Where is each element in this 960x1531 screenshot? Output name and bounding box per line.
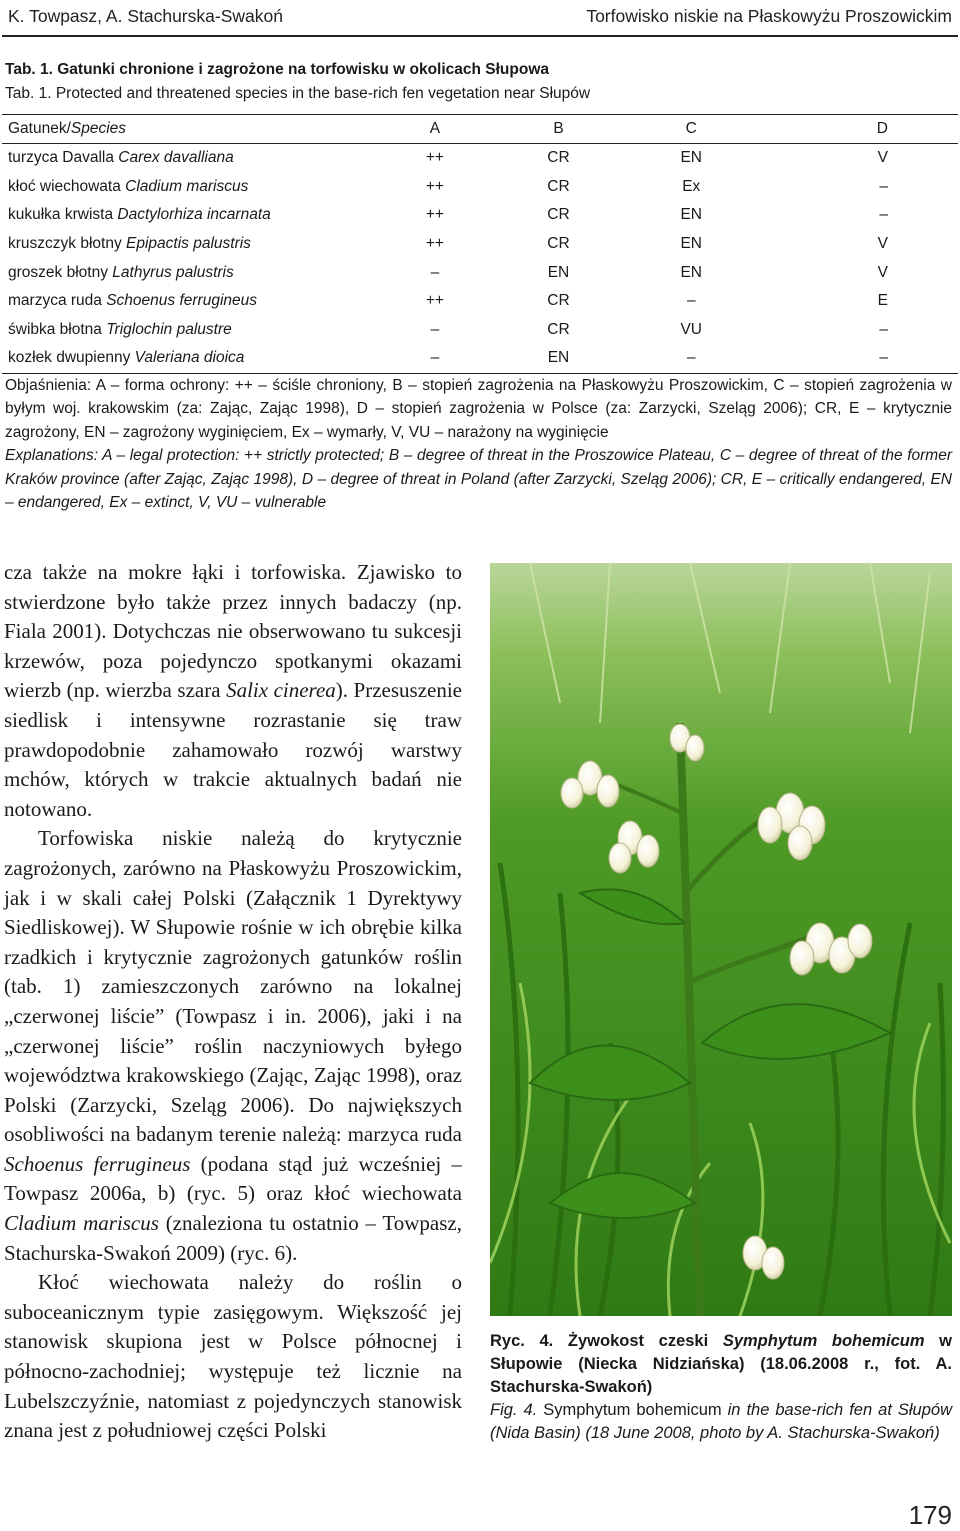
body-paragraph-2 bbox=[4, 824, 462, 1268]
header-title: Torfowisko niskie na Płaskowyżu Proszowickim bbox=[586, 5, 952, 26]
header-col-b: B bbox=[508, 115, 609, 144]
table-notes-en: Explanations: A – legal protection: ++ strictly protected; B – degree of threat in the Proszowice Plateau, C – degree of threat of the former Kraków province (after Zając, Zając 1998), D – degree of threat in Poland (after Zarzycki, Szeląg 2006); CR, E – critically endangered, EN – endangered, Ex – extinct, V, VU – vulnerable bbox=[5, 447, 952, 512]
cell-d: – bbox=[773, 344, 958, 373]
species-cell bbox=[2, 316, 362, 345]
cell-d: V bbox=[877, 149, 888, 167]
cell-b: CR bbox=[547, 149, 570, 167]
latin-name: Salix cinerea bbox=[226, 678, 336, 703]
page-number: 179 bbox=[908, 1500, 952, 1530]
species-common-name: kruszczyk błotny bbox=[8, 235, 122, 253]
cell-b: EN bbox=[508, 344, 609, 373]
body-text bbox=[4, 558, 462, 1446]
species-common-name: kłoć wiechowata bbox=[8, 177, 121, 195]
running-head bbox=[8, 2, 952, 30]
species-common-name: świbka błotna bbox=[8, 320, 102, 338]
caption-text-run: in the base-rich fen at Słupów (Nida Basin) (18 June 2008, photo by A. Stachurska-Swakoń) bbox=[490, 1401, 953, 1442]
body-text-run: Torfowiska niskie należą do krytycznie zagrożonych, zarówno na Płaskowyżu Proszowickim, jak i w skali całej Polski (Załącznik 1 Dyrektywy Siedliskowej). W Słupowie rośnie w ich obrębie kilka rzadkich i krytycznie zagrożonych gatunków roślin (tab. 1) zamieszczonych zarówno na lokalnej „czerwonej liście” (Towpasz i in. 2006), jaki i na „czerwonej liście” roślin naczyniowych byłego województwa krakowskiego (Zając, Zając 1998), oraz Polski (Zarzycki, Szeląg 2006). Do największych osobliwości na badanym terenie należą: marzyca ruda bbox=[4, 826, 462, 1147]
header-species bbox=[2, 115, 362, 144]
cell-c: EN bbox=[680, 206, 703, 224]
figure-caption-en bbox=[490, 1399, 952, 1445]
cell-c: VU bbox=[680, 320, 703, 338]
species-cell bbox=[2, 287, 362, 316]
cell-a: ++ bbox=[425, 149, 444, 167]
species-cell bbox=[2, 230, 362, 259]
header-col-c: C bbox=[609, 115, 773, 144]
species-cell bbox=[2, 201, 362, 230]
species-cell bbox=[2, 173, 362, 202]
figure-caption bbox=[490, 1330, 952, 1445]
header-species-en: Species bbox=[70, 120, 127, 137]
caption-text-run: Fig. 4. bbox=[490, 1401, 544, 1419]
latin-name: Schoenus ferrugineus bbox=[4, 1151, 191, 1176]
header-species-pl: Gatunek/ bbox=[8, 120, 71, 137]
table-row bbox=[2, 287, 958, 316]
latin-name: Symphytum bohemicum bbox=[543, 1401, 722, 1419]
cell-c: EN bbox=[680, 263, 703, 281]
body-text-run: ). Przesuszenie siedlisk i intensywne rozrastanie się traw prawdopodobnie zahamowało rozwój warstwy mchów, których w trakcie aktualnych badań nie notowano. bbox=[4, 678, 462, 821]
species-latin-name: Schoenus ferrugineus bbox=[106, 292, 258, 310]
species-latin-name: Valeriana dioica bbox=[134, 349, 245, 367]
species-common-name: kozłek dwupienny bbox=[8, 349, 131, 367]
cell-c: – bbox=[686, 292, 696, 310]
table-row bbox=[2, 201, 958, 230]
latin-name: Cladium mariscus bbox=[4, 1211, 159, 1236]
cell-a: – bbox=[362, 344, 508, 373]
table-notes bbox=[5, 374, 952, 514]
table-notes-pl: Objaśnienia: A – forma ochrony: ++ – ściśle chroniony, B – stopień zagrożenia na Płaskowyżu Proszowickim, C – stopień zagrożenia w byłym woj. krakowskim (za: Zając, Zając 1998), D – stopień zagrożenia w Polsce (za: Zarzycki, Szeląg 2006); CR, E – krytycznie zagrożony, EN – zagrożony wyginięciem, Ex – wymarły, V, VU – narażony na wyginięcie bbox=[5, 377, 952, 441]
cell-b: CR bbox=[547, 292, 570, 310]
header-col-d: D bbox=[773, 115, 958, 144]
cell-b: CR bbox=[547, 206, 570, 224]
cell-a: ++ bbox=[425, 206, 444, 224]
cell-a: ++ bbox=[425, 292, 444, 310]
header-rule bbox=[2, 35, 958, 37]
species-cell bbox=[2, 344, 362, 373]
table-row bbox=[2, 173, 958, 202]
cell-c: EN bbox=[680, 235, 703, 253]
cell-d: V bbox=[877, 235, 888, 253]
cell-d: V bbox=[877, 263, 888, 281]
cell-c: Ex bbox=[682, 177, 701, 195]
cell-a: ++ bbox=[425, 177, 444, 195]
species-common-name: kukułka krwista bbox=[8, 206, 114, 224]
cell-a: – bbox=[430, 263, 440, 281]
table-row bbox=[2, 316, 958, 345]
cell-b: CR bbox=[547, 320, 570, 338]
table-row bbox=[2, 230, 958, 259]
species-common-name: groszek błotny bbox=[8, 263, 108, 281]
cell-c: EN bbox=[680, 149, 703, 167]
table-row bbox=[2, 144, 958, 173]
comfrey-photo-illustration bbox=[490, 563, 952, 1316]
latin-name: Symphytum bohemicum bbox=[722, 1332, 925, 1350]
species-latin-name: Epipactis palustris bbox=[126, 235, 251, 253]
body-text-run: cza także na mokre łąki i torfowiska. Zjawisko to stwierdzone było także przez innych badaczy (np. Fiala 2001). Dotychczas nie obserwowano tu sukcesji krzewów, poza pojedynczo spotkanymi okazami wierzb (np. wierzba szara bbox=[4, 560, 462, 703]
cell-a: – bbox=[430, 320, 440, 338]
caption-text-run: w Słupowie (Niecka Nidziańska) (18.06.2008 r., fot. A. Stachurska-Swakoń) bbox=[490, 1332, 952, 1396]
body-paragraph-3: Kłoć wiechowata należy do roślin o suboceanicznym typie zasięgowym. Większość jej stanowisk skupiona jest w Polsce północnej i północno-zachodniej; występuje też licznie na Lubelszczyźnie, natomiast z pojedynczych stanowisk znana jest z południowej części Polski bbox=[4, 1270, 462, 1443]
table-caption-pl: Tab. 1. Gatunki chronione i zagrożone na torfowisku w okolicach Słupowa bbox=[5, 61, 550, 78]
cell-d: – bbox=[879, 177, 888, 195]
cell-d: – bbox=[879, 206, 888, 224]
table-row bbox=[2, 258, 958, 287]
figure-photo bbox=[490, 563, 952, 1316]
table-header-row bbox=[2, 115, 958, 144]
cell-d: – bbox=[879, 320, 888, 338]
cell-c: – bbox=[609, 344, 773, 373]
body-text-run: (podana stąd już wcześniej – Towpasz 2006a, b) (ryc. 5) oraz kłoć wiechowata bbox=[4, 1151, 462, 1206]
cell-b: CR bbox=[547, 177, 570, 195]
species-latin-name: Carex davalliana bbox=[118, 149, 234, 167]
species-latin-name: Lathyrus palustris bbox=[112, 263, 234, 281]
table-caption bbox=[5, 58, 955, 106]
species-cell bbox=[2, 258, 362, 287]
species-common-name: turzyca Davalla bbox=[8, 149, 114, 167]
species-latin-name: Triglochin palustre bbox=[106, 320, 232, 338]
body-paragraph-1 bbox=[4, 558, 462, 824]
caption-text-run: Ryc. 4. Żywokost czeski bbox=[490, 1332, 723, 1350]
cell-b: EN bbox=[547, 263, 570, 281]
header-col-a: A bbox=[362, 115, 508, 144]
header-authors: K. Towpasz, A. Stachurska-Swakoń bbox=[8, 5, 283, 26]
cell-b: CR bbox=[547, 235, 570, 253]
species-common-name: marzyca ruda bbox=[8, 292, 102, 310]
species-table bbox=[2, 114, 958, 374]
cell-d: E bbox=[877, 292, 888, 310]
figure-caption-pl bbox=[490, 1330, 952, 1399]
cell-a: ++ bbox=[425, 235, 444, 253]
species-latin-name: Dactylorhiza incarnata bbox=[117, 206, 271, 224]
species-latin-name: Cladium mariscus bbox=[125, 177, 249, 195]
species-cell bbox=[2, 144, 362, 173]
table-row bbox=[2, 344, 958, 373]
body-text-run: (znaleziona tu ostatnio – Towpasz, Stachurska-Swakoń 2009) (ryc. 6). bbox=[4, 1211, 462, 1265]
table-caption-en: Tab. 1. Protected and threatened species in the base-rich fen vegetation near Słupów bbox=[5, 85, 591, 102]
